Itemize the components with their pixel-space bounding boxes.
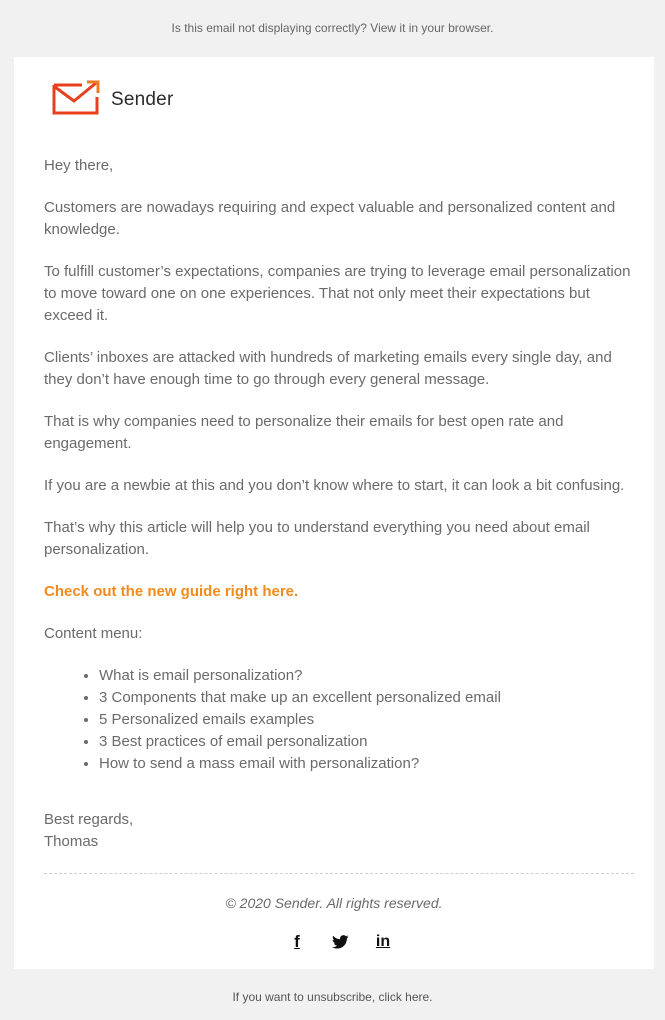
envelope-arrow-logo-icon [52, 79, 100, 115]
facebook-icon[interactable]: f [294, 932, 300, 951]
preheader-link[interactable]: Is this email not displaying correctly? View it in your browser. [171, 21, 494, 35]
paragraph: That’s why this article will help you to understand everything you need about email personalization. [44, 519, 590, 558]
signature-name: Thomas [44, 833, 99, 850]
list-item: • 3 Components that make up an excellent personalized email [99, 687, 634, 709]
unsubscribe-link[interactable]: If you want to unsubscribe, click here. [232, 990, 433, 1004]
paragraph: That is why companies need to personalize their emails for best open rate and engagement. [44, 413, 564, 452]
paragraph: If you are a newbie at this and you don’t know where to start, it can look a bit confusing. [44, 477, 625, 494]
paragraph: Clients’ inboxes are attacked with hundreds of marketing emails every single day, and they don’t have enough time to go through every general message. [44, 349, 612, 388]
copyright-text: © 2020 Sender. All rights reserved. [225, 895, 443, 911]
brand-logo[interactable] [52, 79, 192, 119]
content-menu-title: Content menu: [44, 625, 143, 642]
list-item: • How to send a mass email with personalization? [99, 753, 634, 775]
paragraph: To fulfill customer’s expectations, companies are trying to leverage email personalization to move toward one on one experiences. That not only meet their expectations but exceed it. [44, 263, 631, 324]
social-links [284, 930, 404, 954]
linkedin-icon[interactable]: in [375, 933, 391, 950]
email-card [14, 57, 654, 969]
content-menu-list [44, 665, 634, 775]
paragraph: Customers are nowadays requiring and expect valuable and personalized content and knowledge. [44, 199, 616, 238]
signoff: Best regards, [44, 811, 134, 828]
brand-name: Sender [111, 89, 174, 110]
list-item: • What is email personalization? [99, 665, 634, 687]
divider [44, 873, 634, 874]
guide-link[interactable]: Check out the new guide right here. [44, 583, 299, 600]
twitter-icon[interactable] [330, 930, 350, 954]
list-item: • 5 Personalized emails examples [99, 709, 634, 731]
signature-block [44, 809, 133, 853]
list-item: • 3 Best practices of email personalization [99, 731, 634, 753]
greeting: Hey there, [44, 157, 114, 174]
email-body [44, 155, 634, 775]
